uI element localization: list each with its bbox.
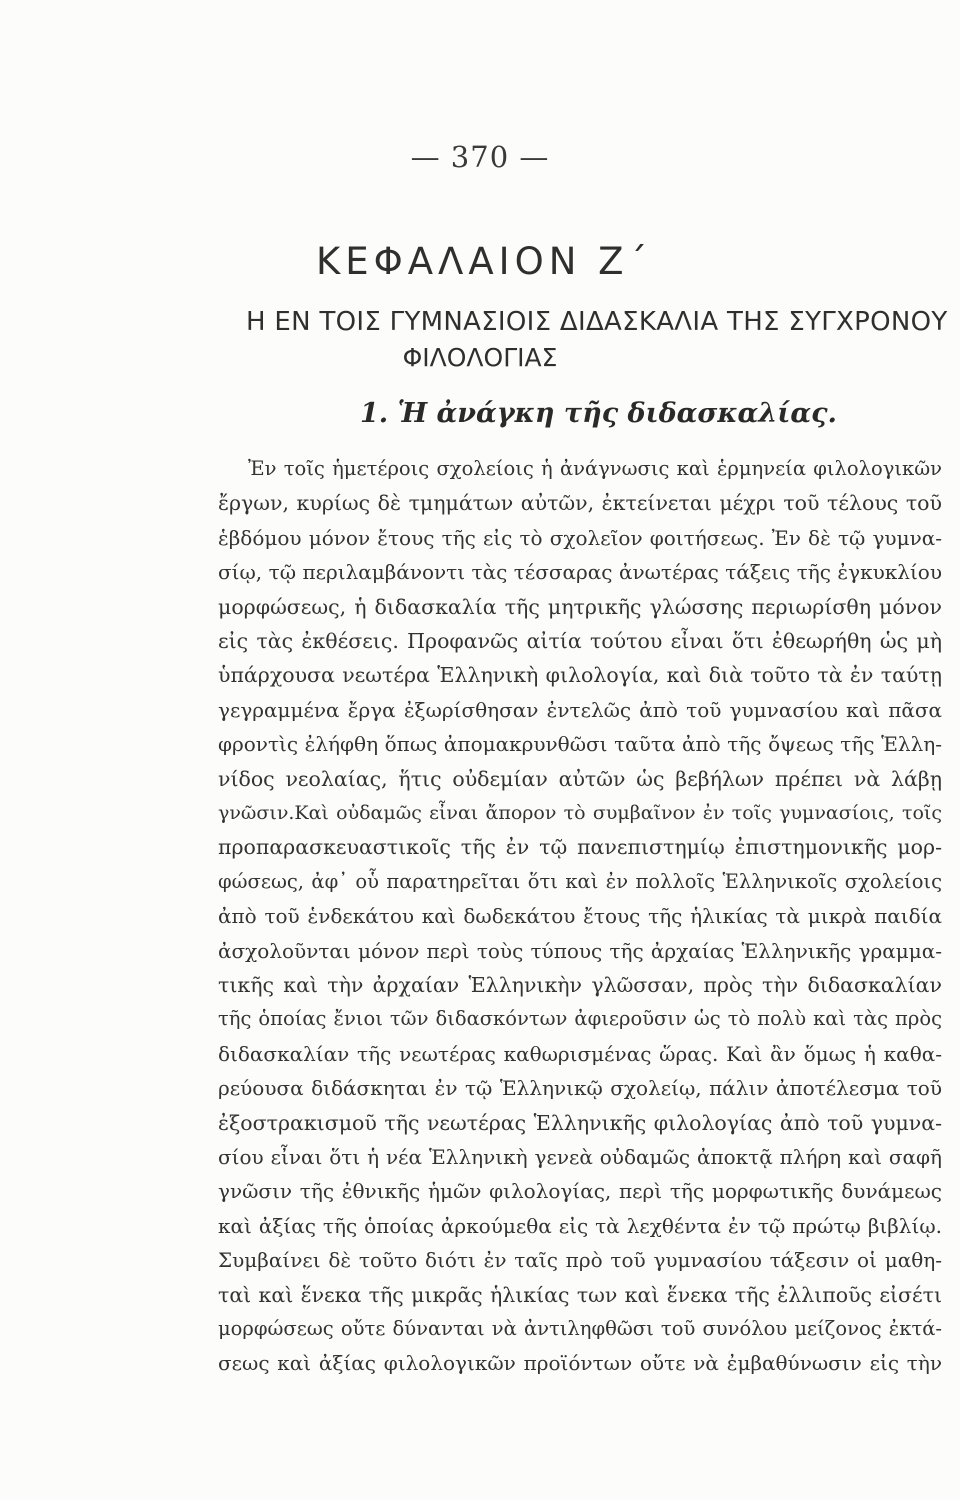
text-line: ρεύουσα διδάσκηται ἐν τῷ Ἑλληνικῷ σχολείῳ, πάλιν ἀποτέλεσμα τοῦ — [218, 1076, 942, 1101]
text-line: προπαρασκευαστικοῖς τῆς ἐν τῷ πανεπιστημίῳ ἐπιστημονικῆς μορ- — [218, 835, 942, 860]
body-text — [218, 452, 942, 1376]
text-line: ἀσχολοῦνται μόνον περὶ τοὺς τύπους τῆς ἀρχαίας Ἑλληνικῆς γραμμα- — [218, 938, 942, 963]
page-number: — 370 — — [410, 140, 550, 174]
text-line: μορφώσεως οὔτε δύνανται νὰ ἀντιληφθῶσι τοῦ συνόλου μείζονος ἐκτά- — [218, 1317, 942, 1340]
text-line: τικῆς καὶ τὴν ἀρχαίαν Ἑλληνικὴν γλῶσσαν, πρὸς τὴν διδασκαλίαν — [218, 973, 942, 997]
text-line: σίῳ, τῷ περιλαμβάνοντι τὰς τέσσαρας ἀνωτέρας τάξεις τῆς ἐγκυκλίου — [218, 560, 942, 585]
chapter-title: ΚΕΦΑΛΑΙΟΝ Ζ΄ — [315, 240, 653, 283]
section-title-line-1: Η ΕΝ ΤΟΙΣ ΓΥΜΝΑΣΙΟΙΣ ΔΙΔΑΣΚΑΛΙΑ ΤΗΣ ΣΥΓΧΡΟΝΟΥ — [246, 307, 948, 337]
text-line: γνῶσιν.Καὶ οὐδαμῶς εἶναι ἄπορον τὸ συμβαῖνον ἐν τοῖς γυμνασίοις, τοῖς — [218, 802, 942, 824]
text-line: ἀπὸ τοῦ ἑνδεκάτου καὶ δωδεκάτου ἔτους τῆς ἡλικίας τὰ μικρὰ παιδία — [218, 904, 942, 929]
text-line: σίου εἶναι ὅτι ἡ νέα Ἑλληνικὴ γενεὰ οὐδαμῶς ἀποκτᾷ πλήρη καὶ σαφῆ — [218, 1145, 942, 1169]
text-line: διδασκαλίαν τῆς νεωτέρας καθωρισμένας ὥρας. Καὶ ἂν ὅμως ἡ καθα- — [218, 1041, 942, 1066]
text-line: ἑβδόμου μόνον ἔτους τῆς εἰς τὸ σχολεῖον φοιτήσεως. Ἐν δὲ τῷ γυμνα- — [218, 525, 942, 550]
text-line: τῆς ὁποίας ἔνιοι τῶν διδασκόντων ἀφιεροῦσιν ὡς τὸ πολὺ καὶ τὰς πρὸς — [218, 1007, 942, 1031]
text-line: Ἐν τοῖς ἡμετέροις σχολείοις ἡ ἀνάγνωσις καὶ ἑρμηνεία φιλολογικῶν — [248, 457, 942, 480]
text-line: ὑπάρχουσα νεωτέρα Ἑλληνικὴ φιλολογία, καὶ διὰ τοῦτο τὰ ἐν ταύτῃ — [218, 663, 942, 688]
text-line: μορφώσεως, ἡ διδασκαλία τῆς μητρικῆς γλώσσης περιωρίσθη μόνον — [218, 594, 942, 619]
text-line: γεγραμμένα ἔργα ἐξωρίσθησαν ἐντελῶς ἀπὸ τοῦ γυμνασίου καὶ πᾶσα — [218, 697, 942, 722]
text-line: Συμβαίνει δὲ τοῦτο διότι ἐν ταῖς πρὸ τοῦ γυμνασίου τάξεσιν οἱ μαθη- — [218, 1248, 942, 1273]
subsection-title: 1. Ἡ ἀνάγκη τῆς διδασκαλίας. — [360, 398, 837, 429]
text-line: εἰς τὰς ἐκθέσεις. Προφανῶς αἰτία τούτου εἶναι ὅτι ἐθεωρήθη ὡς μὴ — [218, 629, 942, 653]
text-line: καὶ ἀξίας τῆς ὁποίας ἀρκούμεθα εἰς τὰ λεχθέντα ἐν τῷ πρώτῳ βιβλίῳ. — [218, 1213, 942, 1238]
text-line: ἔργων, κυρίως δὲ τμημάτων αὐτῶν, ἐκτείνεται μέχρι τοῦ τέλους τοῦ — [218, 491, 942, 516]
text-line: νίδος νεολαίας, ἥτις οὐδεμίαν αὐτῶν ὡς βεβήλων πρέπει νὰ λάβῃ — [218, 766, 942, 791]
text-line: φώσεως, ἀφ᾽ οὗ παρατηρεῖται ὅτι καὶ ἐν πολλοῖς Ἑλληνικοῖς σχολείοις — [218, 869, 942, 893]
text-line: γνῶσιν τῆς ἐθνικῆς ἡμῶν φιλολογίας, περὶ τῆς μορφωτικῆς δυνάμεως — [218, 1179, 942, 1204]
text-line: ἐξοστρακισμοῦ τῆς νεωτέρας Ἑλληνικῆς φιλολογίας ἀπὸ τοῦ γυμνα- — [218, 1110, 942, 1135]
text-line: φροντὶς ἐλήφθη ὅπως ἀπομακρυνθῶσι ταῦτα ἀπὸ τῆς ὄψεως τῆς Ἑλλη- — [218, 732, 942, 757]
text-line: σεως καὶ ἀξίας φιλολογικῶν προϊόντων οὔτε νὰ ἐμβαθύνωσιν εἰς τὴν — [218, 1351, 942, 1376]
section-title-line-2: ΦΙΛΟΛΟΓΙΑΣ — [402, 343, 558, 372]
text-line: ταὶ καὶ ἕνεκα τῆς μικρᾶς ἡλικίας των καὶ ἕνεκα τῆς ἐλλιποῦς εἰσέτι — [218, 1282, 942, 1307]
